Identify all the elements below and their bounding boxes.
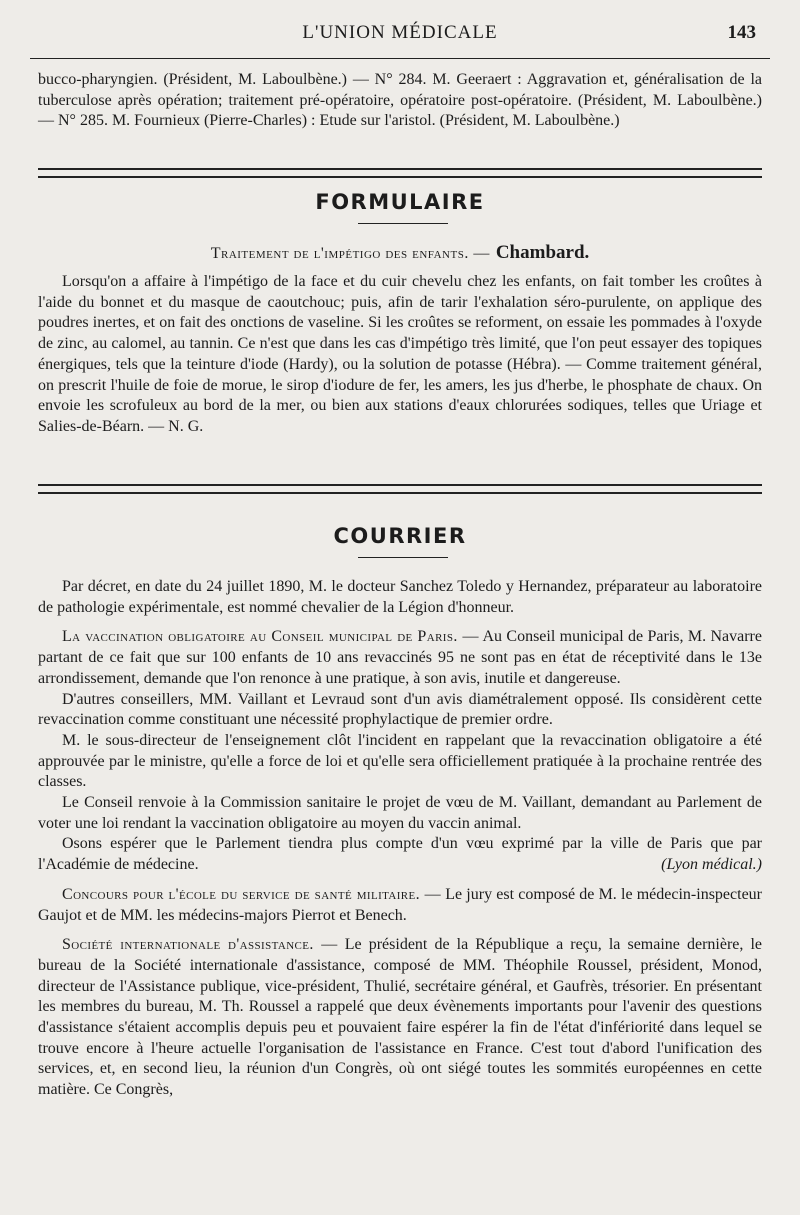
courrier-paragraph [38, 885, 762, 926]
running-title: L'UNION MÉDICALE [302, 22, 498, 43]
formulaire-title-rule [358, 223, 448, 224]
courrier-paragraph [38, 834, 762, 875]
header-rule [30, 58, 770, 59]
courrier-paragraph [38, 731, 762, 793]
page-number: 143 [727, 22, 756, 43]
paragraph-text: Le Conseil renvoie à la Commission sanitaire le projet de vœu de M. Vaillant, demandant au Parlement de voter une loi rendant la vaccination obligatoire au moyen du vaccin animal. [38, 794, 762, 832]
intro-text: bucco-pharyngien. (Président, M. Laboulbène.) — N° 284. M. Geeraert : Aggravation et, généralisation de la tuberculose après opération; traitement pré-opératoire, opératoire post-opératoire. (Président, M. Laboulbène.) — N° 285. M. Fournieux (Pierre-Charles) : Etude sur l'aristol. (Président, M. Laboulbène.) [38, 71, 762, 130]
running-header [30, 22, 770, 52]
paragraph-text: Au Conseil municipal de Paris, M. Navarre partant de ce fait que sur 100 enfants de 10 ans revaccinés 95 ne sont pas en état de réceptivité dans le 13e arrondissement, demande que l'on renonce à une pratique, à son avis, inutile et dangereuse. [38, 628, 762, 687]
formulaire-author: Chambard. [495, 242, 590, 263]
courrier-paragraph [38, 627, 762, 689]
courrier-paragraph [38, 793, 762, 834]
paragraph-text: Le président de la République a reçu, la semaine dernière, le bureau de la Société internationale d'assistance, composé de MM. Théophile Roussel, président, Monod, directeur de l'Assistance publique, vice-président, Thulié, secrétaire général, et Gaufrès, trésorier. En présentant les membres du bureau, M. Th. Roussel a rappelé que deux évènements importants pour l'avenir des questions d'assistance s'étaient accomplis depuis peu et pouvaient faire espérer la fin de l'état d'infériorité dans lequel se trouve encore à l'heure actuelle l'organisation de l'assistance en France. C'est tout d'abord l'unification des services, et, en second lieu, la réunion d'un Congrès, où ont siégé toutes les sommités européennes en cette matière. Ce Congrès, [38, 936, 762, 1099]
intro-paragraph [38, 70, 762, 132]
section-divider [38, 484, 762, 494]
paragraph-lead: Société internationale d'assistance. — [62, 936, 338, 954]
section-divider [38, 168, 762, 178]
courrier-title: COURRIER [333, 524, 467, 548]
paragraph-text: Osons espérer que le Parlement tiendra plus compte d'un vœu exprimé par la ville de Paris que par l'Académie de médecine. [38, 835, 762, 874]
paragraph-text: D'autres conseillers, MM. Vaillant et Levraud sont d'un avis diamétralement opposé. Ils considèrent cette revaccination comme constituant une nécessité prophylactique de premier ordre. [38, 690, 762, 729]
formulaire-title: FORMULAIRE [315, 190, 485, 214]
citation: (Lyon médical.) [661, 856, 762, 874]
formulaire-body-text: Lorsqu'on a affaire à l'impétigo de la face et du cuir chevelu chez les enfants, on fait tomber les croûtes à l'aide du bonnet et du masque de caoutchouc; puis, afin de tarir l'exhalation séro-purulente, on applique des poudres inertes, et on fait des onctions de vaseline. Si les croûtes se reforment, on essaie les pommades à l'oxyde de zinc, au calomel, au tannin. Ce n'est que dans les cas d'impétigo très limité, que l'on peut essayer des topiques énergiques, tels que la teinture d'iode (Hardy), ou la solution de potasse (Hébra). — Comme traitement général, on prescrit l'huile de foie de morue, le sirop d'iodure de fer, les amers, les jus d'herbe, le phosphate de chaux. On envoie les scrofuleux au bord de la mer, ou bien aux stations d'eaux chlorurées sodiques, telles que Uriage et Salies-de-Béarn. — N. G. [38, 273, 762, 435]
formulaire-body [38, 272, 762, 438]
paragraph-lead: Concours pour l'école du service de santé militaire. — [62, 885, 442, 903]
paragraph-text: Le jury est composé de M. le médecin-inspecteur Gaujot et de MM. les médecins-majors Pierrot et Benech. [38, 885, 763, 924]
paragraph-lead: La vaccination obligatoire au Conseil municipal de Paris. — [62, 628, 479, 646]
paragraph-text: M. le sous-directeur de l'enseignement clôt l'incident en rappelant que la revaccination obligatoire a été approuvée par le ministre, qu'elle a force de loi et qu'elle sera officiellement pratiquée à la prochaine rentrée des classes. [38, 731, 762, 791]
courrier-paragraph [38, 690, 762, 731]
courrier-paragraph [38, 577, 762, 618]
courrier-body [38, 577, 762, 1101]
formulaire-subheading-text: Traitement de l'impétigo des enfants. — [210, 245, 490, 262]
courrier-paragraph [38, 935, 762, 1101]
formulaire-subheading [0, 242, 800, 264]
paragraph-text: Par décret, en date du 24 juillet 1890, M. le docteur Sanchez Toledo y Hernandez, préparateur au laboratoire de pathologie expérimentale, est nommé chevalier de la Légion d'honneur. [38, 578, 762, 616]
courrier-title-rule [358, 557, 448, 558]
